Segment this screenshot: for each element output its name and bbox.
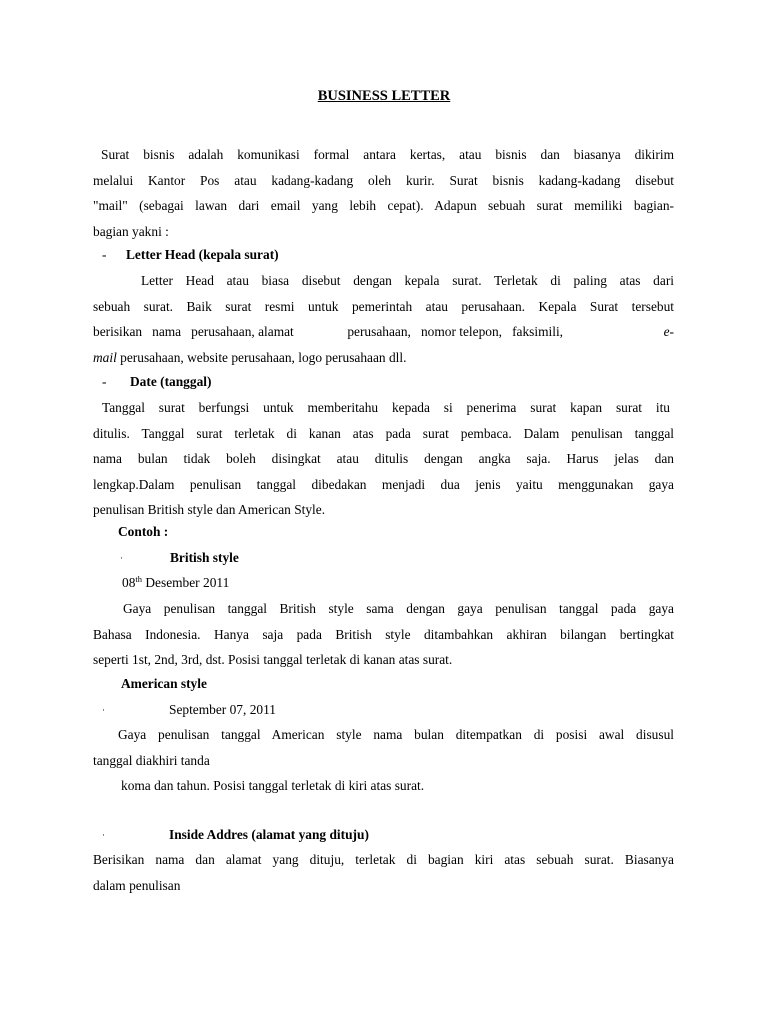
dash-bullet: -: [102, 374, 107, 389]
letter-head-last-line: [93, 345, 674, 371]
intro-line: bagian yakni :: [93, 223, 169, 239]
letter-head-heading: Letter Head (kepala surat): [126, 247, 279, 262]
contoh-label: Contoh :: [118, 524, 169, 539]
letter-head-line: Letter Head atau biasa disebut dengan kepala surat. Terletak di paling atas dari: [141, 273, 674, 288]
inside-line: Berisikan nama dan alamat yang dituju, terletak di bagian kiri atas sebuah surat. Biasanya: [93, 852, 674, 867]
letter-head-last-rest: perusahaan, website perusahaan, logo perusahaan dll.: [116, 349, 407, 365]
british-line: Gaya penulisan tanggal British style sama dengan gaya penulisan tanggal pada gaya: [123, 601, 674, 616]
dot-bullet: ·: [102, 830, 105, 840]
date-paragraph: [93, 395, 674, 523]
letter-head-line-3: [93, 319, 674, 345]
date-heading: Date (tanggal): [130, 374, 212, 389]
british-date: 08th Desember 2011: [122, 574, 230, 590]
british-style-heading: British style: [170, 550, 239, 565]
date-line: nama bulan tidak boleh disingkat atau ditulis dengan angka saja. Harus jelas dan: [93, 451, 674, 466]
dot-bullet: ·: [102, 705, 105, 715]
american-line: Gaya penulisan tanggal American style nama bulan ditempatkan di posisi awal disusul: [118, 727, 674, 742]
intro-line: melalui Kantor Pos atau kadang-kadang oleh kurir. Surat bisnis kadang-kadang disebut: [93, 172, 674, 188]
date-line: Tanggal surat berfungsi untuk memberitahu kepada si penerima surat kapan surat itu: [102, 400, 670, 415]
british-line: seperti 1st, 2nd, 3rd, dst. Posisi tanggal terletak di kanan atas surat.: [93, 652, 453, 667]
date-line: penulisan British style dan American Style.: [93, 502, 326, 517]
dash-bullet: -: [102, 247, 107, 262]
letter-head-line: berisikan nama perusahaan, alamat perusahaan, nomor telepon, faksimili,: [93, 324, 564, 339]
intro-line: "mail" (sebagai lawan dari email yang lebih cepat). Adapun sebuah surat memiliki bagian-: [93, 198, 674, 213]
date-line: lengkap.Dalam penulisan tanggal dibedakan menjadi dua jenis yaitu menggunakan gaya: [93, 476, 674, 492]
american-date: September 07, 2011: [169, 702, 276, 717]
letter-head-paragraph: [93, 268, 674, 370]
british-paragraph: [93, 596, 674, 673]
american-style-heading: American style: [121, 676, 207, 691]
email-fragment: e-: [663, 324, 674, 339]
document-title: BUSINESS LETTER: [317, 88, 451, 104]
inside-address-heading: Inside Addres (alamat yang dituju): [169, 827, 369, 842]
american-line: koma dan tahun. Posisi tanggal terletak di kiri atas surat.: [121, 778, 425, 793]
inside-paragraph: [93, 847, 674, 898]
inside-line: dalam penulisan: [93, 877, 181, 893]
date-line: ditulis. Tanggal surat terletak di kanan atas pada surat pembaca. Dalam penulisan tanggal: [93, 425, 674, 441]
intro-paragraph: [93, 142, 674, 244]
email-italic: mail: [93, 349, 117, 365]
british-line: Bahasa Indonesia. Hanya saja pada British style ditambahkan akhiran bilangan bertingkat: [93, 626, 674, 642]
letter-head-line: sebuah surat. Baik surat resmi untuk pemerintah atau perusahaan. Kepala Surat tersebut: [93, 298, 674, 314]
intro-line: Surat bisnis adalah komunikasi formal antara kertas, atau bisnis dan biasanya dikirim: [101, 147, 674, 162]
american-line: tanggal diakhiri tanda: [93, 752, 210, 768]
dot-bullet: ·: [120, 553, 123, 563]
american-paragraph: [93, 722, 674, 799]
